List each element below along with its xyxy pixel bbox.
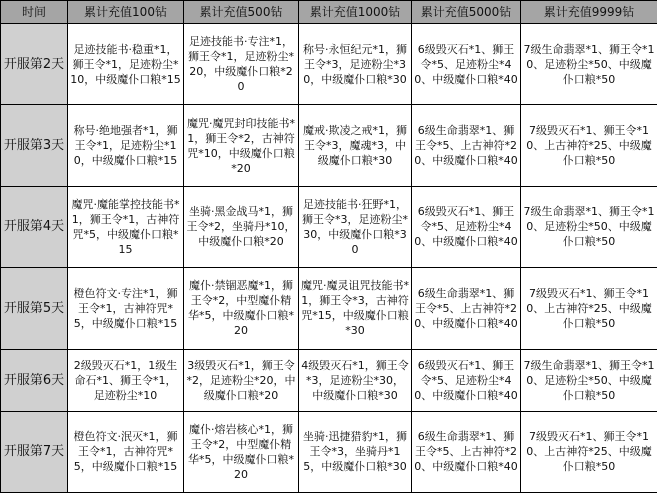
reward-cell: 魔咒·魔咒封印技能书*1，狮王令*2，古神符咒*10，中级魔仆口粮*20 [184, 105, 299, 186]
reward-cell: 6级生命翡翠*1、狮王令*5、上古神符*20、中级魔仆口粮*40 [412, 105, 521, 186]
reward-cell: 称号·永恒纪元*1，狮王令*3，足迹粉尘*30，中级魔仆口粮*30 [299, 24, 412, 105]
table-row [1, 268, 657, 349]
table-row [1, 349, 657, 411]
reward-cell: 6级生命翡翠*1、狮王令*5、上古神符*20、中级魔仆口粮*40 [412, 411, 521, 492]
reward-cell: 足迹技能书·狂野*1，狮王令*3，足迹粉尘*30，中级魔仆口粮*30 [299, 186, 412, 267]
reward-cell: 称号·绝地强者*1，狮王令*1，足迹粉尘*10，中级魔仆口粮*15 [68, 105, 184, 186]
reward-cell: 魔戒·欺凌之戒*1，狮王令*3，魔魂*3，中级魔仆口粮*30 [299, 105, 412, 186]
reward-cell: 橙色符文·专注*1，狮王令*1，古神符咒*5，中级魔仆口粮*15 [68, 268, 184, 349]
reward-cell: 魔仆·熔岩核心*1，狮王令*2，中型魔仆精华*5，中级魔仆口粮*20 [184, 411, 299, 492]
day-label: 开服第3天 [1, 105, 68, 186]
header-tier-500: 累计充值500钻 [184, 1, 299, 24]
reward-cell: 7级毁灭石*1、狮王令*10、上古神符*25、中级魔仆口粮*50 [521, 268, 657, 349]
reward-cell: 足迹技能书·专注*1，狮王令*1，足迹粉尘*20，中级魔仆口粮*20 [184, 24, 299, 105]
day-label: 开服第4天 [1, 186, 68, 267]
table-row [1, 411, 657, 492]
header-tier-1000: 累计充值1000钻 [299, 1, 412, 24]
reward-cell: 7级毁灭石*1、狮王令*10、上古神符*25、中级魔仆口粮*50 [521, 105, 657, 186]
reward-cell: 魔仆·禁锢恶魔*1，狮王令*2，中型魔仆精华*5，中级魔仆口粮*20 [184, 268, 299, 349]
header-time: 时间 [1, 1, 68, 24]
reward-cell: 7级生命翡翠*1、狮王令*10、足迹粉尘*50、中级魔仆口粮*50 [521, 24, 657, 105]
table-row [1, 24, 657, 105]
reward-cell: 3级毁灭石*1，狮王令*2，足迹粉尘*20，中级魔仆口粮*20 [184, 349, 299, 411]
header-row [1, 1, 657, 24]
day-label: 开服第7天 [1, 411, 68, 492]
reward-cell: 4级毁灭石*1，狮王令*3，足迹粉尘*30，中级魔仆口粮*30 [299, 349, 412, 411]
day-label: 开服第5天 [1, 268, 68, 349]
reward-cell: 魔咒·魔灵诅咒技能书*1，狮王令*3，古神符咒*15，中级魔仆口粮*30 [299, 268, 412, 349]
reward-cell: 6级毁灭石*1、狮王令*5、足迹粉尘*40、中级魔仆口粮*40 [412, 349, 521, 411]
table-row [1, 105, 657, 186]
table-row [1, 186, 657, 267]
header-tier-5000: 累计充值5000钻 [412, 1, 521, 24]
reward-cell: 7级生命翡翠*1、狮王令*10、足迹粉尘*50、中级魔仆口粮*50 [521, 186, 657, 267]
day-label: 开服第2天 [1, 24, 68, 105]
reward-cell: 2级毁灭石*1，1级生命石*1、狮王令*1，足迹粉尘*10 [68, 349, 184, 411]
header-tier-9999: 累计充值9999钻 [521, 1, 657, 24]
reward-cell: 7级毁灭石*1、狮王令*10、上古神符*25、中级魔仆口粮*50 [521, 411, 657, 492]
reward-cell: 6级生命翡翠*1、狮王令*5、上古神符*20、中级魔仆口粮*40 [412, 268, 521, 349]
reward-cell: 坐骑·迅捷猎豹*1，狮王令*3，坐骑丹*15，中级魔仆口粮*30 [299, 411, 412, 492]
reward-cell: 7级生命翡翠*1、狮王令*10、足迹粉尘*50、中级魔仆口粮*50 [521, 349, 657, 411]
reward-cell: 6级毁灭石*1、狮王令*5、足迹粉尘*40、中级魔仆口粮*40 [412, 24, 521, 105]
reward-cell: 坐骑·黑金战马*1，狮王令*2，坐骑丹*10，中级魔仆口粮*20 [184, 186, 299, 267]
reward-cell: 足迹技能书·稳重*1，狮王令*1，足迹粉尘*10，中级魔仆口粮*15 [68, 24, 184, 105]
header-tier-100: 累计充值100钻 [68, 1, 184, 24]
reward-cell: 6级毁灭石*1、狮王令*5、足迹粉尘*40、中级魔仆口粮*40 [412, 186, 521, 267]
day-label: 开服第6天 [1, 349, 68, 411]
reward-cell: 魔咒·魔能掌控技能书*1，狮王令*1，古神符咒*5，中级魔仆口粮*15 [68, 186, 184, 267]
reward-cell: 橙色符文·泯灭*1，狮王令*1，古神符咒*5，中级魔仆口粮*15 [68, 411, 184, 492]
